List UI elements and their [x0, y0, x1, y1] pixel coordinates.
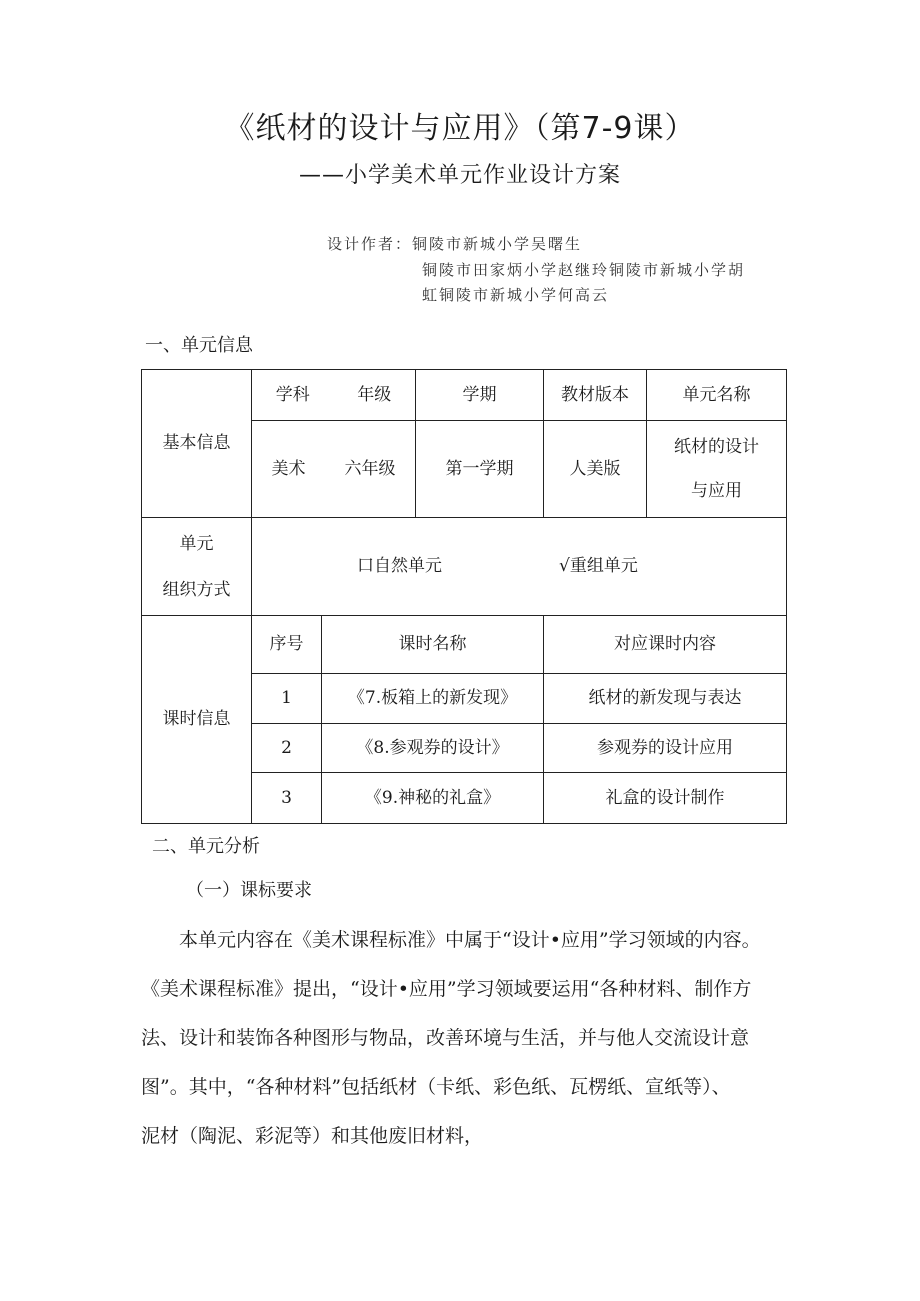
org-label-line-2: 组织方式 [162, 579, 231, 600]
paragraph-line: 《美术课程标准》提出，“设计•应用”学习领域要运用“各种材料、制作方 [141, 978, 752, 1000]
author-line-3: 虹铜陵市新城小学何高云 [422, 286, 610, 304]
section-heading-unit-info: 一、单元信息 [145, 335, 253, 356]
paragraph-line: 本单元内容在《美术课程标准》中属于“设计•应用”学习领域的内容。 [179, 929, 761, 951]
lesson-header-content: 对应课时内容 [544, 616, 787, 674]
lesson-header-no: 序号 [252, 616, 322, 674]
org-label-line-1: 单元 [179, 533, 214, 554]
value-term: 第一学期 [416, 421, 544, 518]
subsection-heading-curriculum: （一）课标要求 [186, 880, 312, 901]
header-subject: 学科 [275, 384, 310, 405]
header-unit-name: 单元名称 [647, 370, 787, 421]
org-label [142, 518, 252, 616]
header-term: 学期 [416, 370, 544, 421]
lesson-no: 1 [252, 674, 322, 724]
value-grade: 六年级 [344, 458, 396, 479]
lesson-content: 纸材的新发现与表达 [544, 674, 787, 724]
author-line-2: 铜陵市田家炳小学赵继玲铜陵市新城小学胡 [422, 261, 746, 279]
header-edition: 教材版本 [544, 370, 647, 421]
header-grade: 年级 [357, 384, 392, 405]
value-edition: 人美版 [544, 421, 647, 518]
analysis-paragraph [141, 916, 791, 1161]
org-option-regroup: √重组单元 [559, 556, 638, 577]
lesson-header-name: 课时名称 [322, 616, 544, 674]
lesson-info-label: 课时信息 [142, 616, 252, 824]
document-subtitle: ——小学美术单元作业设计方案 [298, 163, 621, 188]
lesson-no: 2 [252, 724, 322, 773]
lesson-name: 《8.参观券的设计》 [322, 724, 544, 773]
value-subject: 美术 [271, 458, 306, 479]
header-subject-grade [252, 370, 416, 421]
paragraph-line: 泥材（陶泥、彩泥等）和其他废旧材料， [141, 1125, 484, 1147]
value-subject-grade [252, 421, 416, 518]
lesson-content: 参观券的设计应用 [544, 724, 787, 773]
paragraph-line: 图”。其中，“各种材料”包括纸材（卡纸、彩色纸、瓦楞纸、宣纸等）、 [141, 1076, 731, 1098]
lesson-no: 3 [252, 773, 322, 824]
value-unit-name [647, 421, 787, 518]
lesson-name: 《7.板箱上的新发现》 [322, 674, 544, 724]
value-unit-name-line-1: 纸材的设计 [674, 437, 759, 457]
paragraph-line: 法、设计和装饰各种图形与物品，改善环境与生活，并与他人交流设计意 [141, 1027, 750, 1049]
basic-info-label: 基本信息 [142, 370, 252, 518]
section-heading-unit-analysis: 二、单元分析 [152, 836, 260, 857]
author-line-1: 设计作者：铜陵市新城小学吴曙生 [327, 235, 583, 253]
lesson-content: 礼盒的设计制作 [544, 773, 787, 824]
value-unit-name-line-2: 与应用 [691, 481, 742, 501]
lesson-name: 《9.神秘的礼盒》 [322, 773, 544, 824]
org-option-natural: 口自然单元 [357, 556, 442, 577]
org-options [252, 518, 787, 616]
unit-info-table [141, 369, 787, 824]
document-title: 《纸材的设计与应用》（第7-9课） [224, 111, 696, 146]
